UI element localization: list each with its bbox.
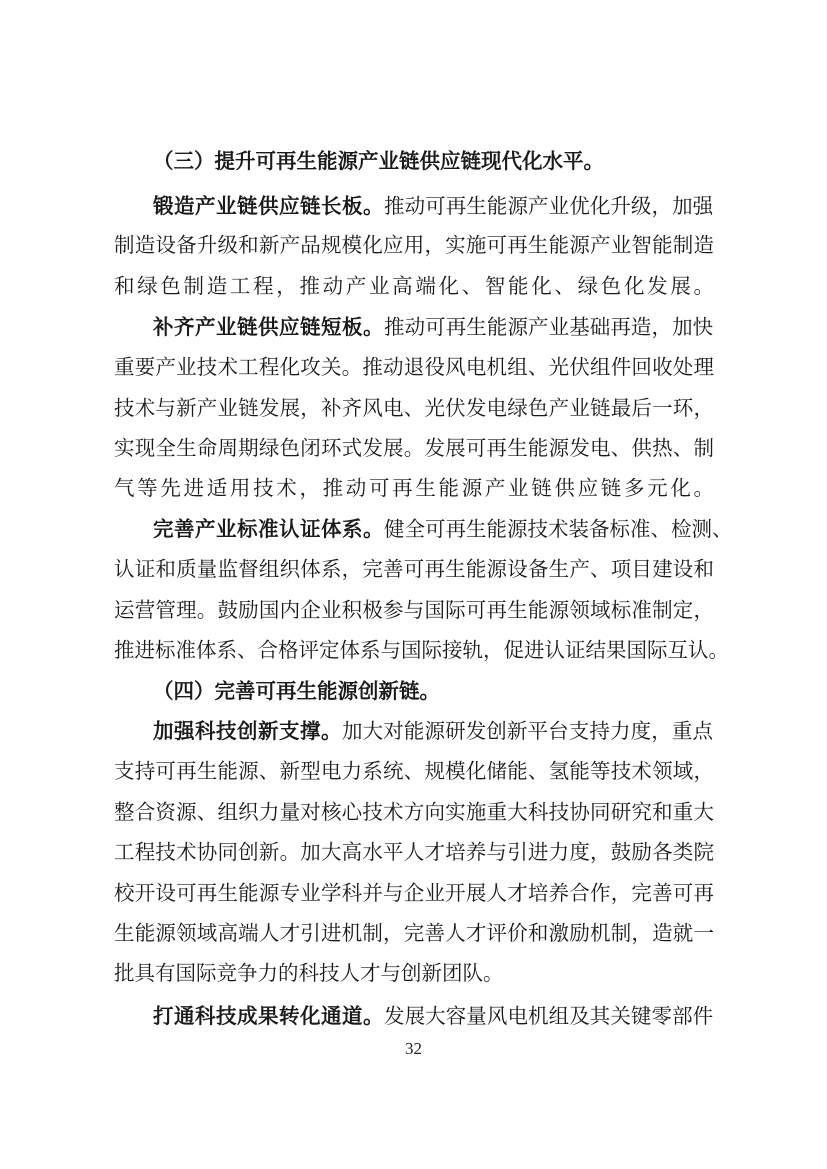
paragraph-line: 制造设备升级和新产品规模化应用，实施可再生能源产业智能制造: [114, 233, 715, 257]
paragraph-lead: 补齐产业链供应链短板。: [153, 315, 384, 339]
paragraph-first-line: [153, 192, 714, 220]
paragraph-lead: 加强科技创新支撑。: [153, 719, 342, 743]
paragraph-lead: 完善产业标准认证体系。: [153, 517, 384, 541]
paragraph-lead: 锻造产业链供应链长板。: [153, 194, 384, 218]
paragraph-lead: 打通科技成果转化通道。: [153, 1004, 384, 1028]
paragraph-line: 实现全生命周期绿色闭环式发展。发展可再生能源发电、供热、制: [114, 436, 715, 460]
page-number: 32: [405, 1039, 422, 1058]
paragraph-line: 校开设可再生能源专业学科并与企业开展人才培养合作，完善可再: [114, 881, 715, 905]
paragraph-line: 气等先进适用技术，推动可再生能源产业链供应链多元化。: [114, 476, 717, 500]
section-heading-3: （三）提升可再生能源产业链供应链现代化水平。: [153, 149, 604, 173]
paragraph-line: 推进标准体系、合格评定体系与国际接轨，促进认证结果国际互认。: [114, 638, 729, 662]
paragraph-line: 和绿色制造工程，推动产业高端化、智能化、绿色化发展。: [114, 274, 717, 298]
paragraph-text: 推动可再生能源产业基础再造，加快: [384, 315, 714, 339]
paragraph-line: 生能源领域高端人才引进机制，完善人才评价和激励机制，造就一: [114, 921, 715, 945]
paragraph-line: 技术与新产业链发展，补齐风电、光伏发电绿色产业链最后一环，: [114, 396, 715, 420]
paragraph-line: 批具有国际竞争力的科技人才与创新团队。: [114, 961, 504, 985]
paragraph-first-line: [153, 515, 733, 543]
paragraph-text: 加大对能源研发创新平台支持力度，重点: [342, 719, 714, 743]
section-heading-4: （四）完善可再生能源创新链。: [153, 679, 440, 703]
paragraph-line: 工程技术协同创新。加大高水平人才培养与引进力度，鼓励各类院: [114, 840, 715, 864]
paragraph-line: 支持可再生能源、新型电力系统、规模化储能、氢能等技术领域，: [114, 759, 715, 783]
paragraph-line: 运营管理。鼓励国内企业积极参与国际可再生能源领域标准制定，: [114, 598, 715, 622]
paragraph-text: 健全可再生能源技术装备标准、检测、: [384, 517, 733, 541]
paragraph-first-line: [153, 1002, 714, 1030]
paragraph-line: 整合资源、组织力量对核心技术方向实施重大科技协同研究和重大: [114, 800, 715, 824]
paragraph-line: 认证和质量监督组织体系，完善可再生能源设备生产、项目建设和: [114, 557, 715, 581]
paragraph-line: 重要产业技术工程化攻关。推动退役风电机组、光伏组件回收处理: [114, 355, 715, 379]
paragraph-first-line: [153, 717, 714, 745]
paragraph-text: 发展大容量风电机组及其关键零部件: [384, 1004, 714, 1028]
paragraph-text: 推动可再生能源产业优化升级，加强: [384, 194, 714, 218]
paragraph-first-line: [153, 313, 714, 341]
